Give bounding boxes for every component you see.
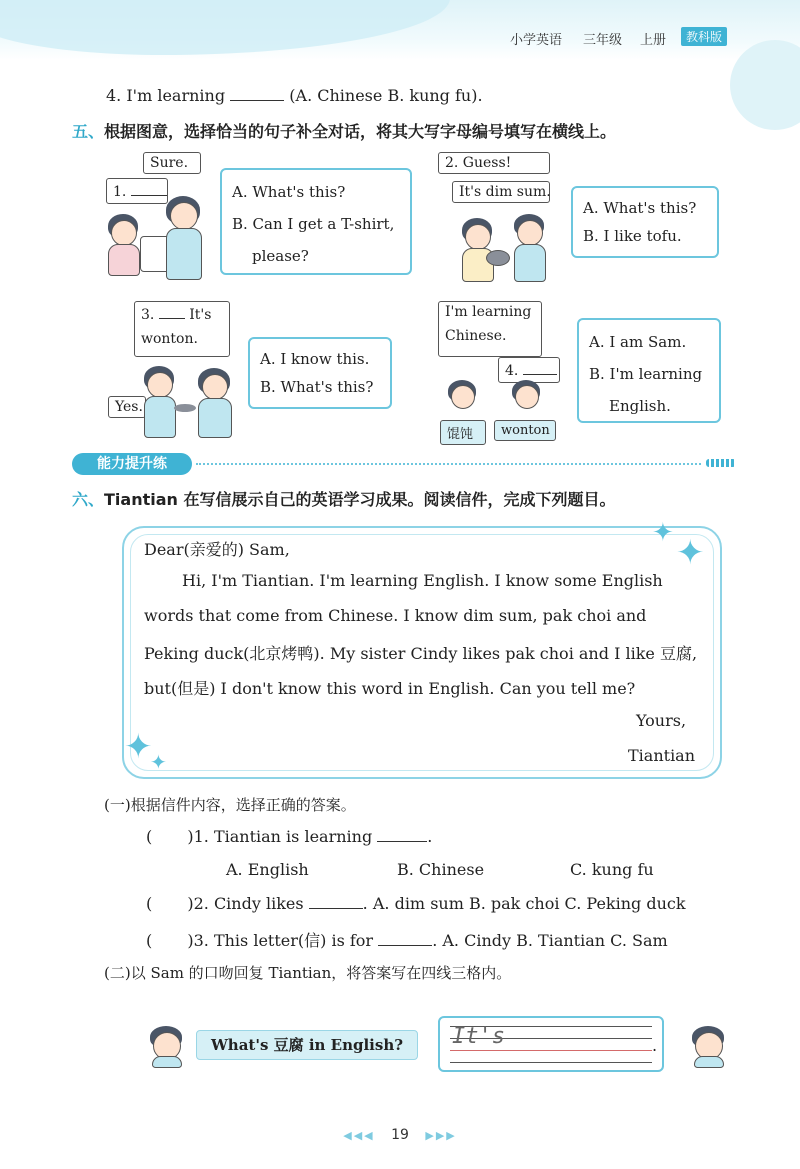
panel3-option-a: A. I know this. <box>260 350 370 368</box>
panel3-blank-label: 3. <box>141 307 155 323</box>
prev-arrows-icon: ◀◀◀ <box>343 1129 375 1142</box>
q1-question: )1. Tiantian is learning <box>187 827 373 846</box>
panel3-blank-bubble <box>134 301 230 357</box>
panel1-option-b: B. Can I get a T-shirt, <box>232 215 395 233</box>
panel4-option-b-cont: English. <box>609 397 671 415</box>
q1-option-a: A. English <box>226 860 309 879</box>
section6-title: Tiantian 在写信展示自己的英语学习成果。阅读信件，完成下列题目。 <box>104 490 616 509</box>
q1-option-c: C. kung fu <box>570 860 654 879</box>
panel4-option-a: A. I am Sam. <box>589 333 687 351</box>
panel1-option-a: A. What's this? <box>232 183 346 201</box>
tiantian-avatar-right <box>688 1026 728 1066</box>
panel4-option-b: B. I'm learning <box>589 365 703 383</box>
panel3-reply-bubble: Yes. <box>108 396 146 418</box>
q3-question: )3. This letter(信) is for <box>187 931 374 950</box>
ability-divider-end <box>706 459 736 467</box>
letter-line3: Peking duck(北京烤鸭). My sister Cindy likes pak choi and I like 豆腐, <box>144 644 698 663</box>
question-bubble: What's 豆腐 in English? <box>196 1030 418 1060</box>
panel2-options-box <box>571 186 719 258</box>
header-subject: 小学英语 <box>510 33 563 48</box>
part1-title: (一)根据信件内容，选择正确的答案。 <box>104 796 356 814</box>
panel2-blank-label: 2. Guess! <box>445 155 512 171</box>
next-arrows-icon: ▶▶▶ <box>425 1129 457 1142</box>
panel3-blank-line2: wonton. <box>141 331 198 347</box>
q1-end: . <box>427 827 433 846</box>
page-footer <box>0 1127 800 1143</box>
panel4-sign-english: wonton <box>494 420 556 441</box>
edition-badge: 教科版 <box>681 27 727 46</box>
section5-number: 五、 <box>72 122 105 141</box>
panel4-answer-blank[interactable] <box>523 360 557 375</box>
page-number: 19 <box>391 1127 409 1143</box>
ability-banner: 能力提升练 <box>72 453 192 475</box>
panel3-option-b: B. What's this? <box>260 378 374 396</box>
panel4-top-line1: I'm learning <box>445 304 532 320</box>
letter-line1: Hi, I'm Tiantian. I'm learning English. I know some English <box>182 571 663 590</box>
grid-line-4 <box>450 1062 652 1063</box>
panel4-top-line2: Chinese. <box>445 328 507 344</box>
sam-avatar-left <box>146 1026 186 1066</box>
panel2-option-b: B. I like tofu. <box>583 227 682 245</box>
q4-options: (A. Chinese B. kung fu). <box>289 86 483 105</box>
header-volume: 上册 <box>640 33 667 48</box>
panel4-illustration <box>446 380 556 420</box>
panel1-option-b-cont: please? <box>252 247 309 265</box>
q2-question: )2. Cindy likes <box>187 894 304 913</box>
panel2-reply-bubble: It's dim sum. <box>452 181 550 203</box>
letter-greeting: Dear(亲爱的) Sam, <box>144 540 290 559</box>
q1-open-paren: ( <box>146 827 153 846</box>
panel1-illustration <box>104 214 204 284</box>
panel1-blank-bubble <box>106 178 168 204</box>
q1-option-b: B. Chinese <box>397 860 485 879</box>
q4-answer-blank[interactable] <box>230 86 284 101</box>
letter-signature: Tiantian <box>628 746 696 765</box>
q4-prefix: 4. I'm learning <box>106 86 226 105</box>
panel3-blank-tail: It's <box>189 307 212 323</box>
section5-title: 根据图意，选择恰当的句子补全对话，将其大写字母编号填写在横线上。 <box>104 122 617 141</box>
letter-line4: but(但是) I don't know this word in English. Can you tell me? <box>144 679 636 698</box>
panel4-top-bubble <box>438 301 542 357</box>
q3-options: . A. Cindy B. Tiantian C. Sam <box>432 931 668 950</box>
header-grade: 三年级 <box>583 33 623 48</box>
section6-heading <box>72 487 616 510</box>
panel3-illustration <box>144 366 238 442</box>
letter-closing: Yours, <box>636 711 687 730</box>
panel1-options-box <box>220 168 412 275</box>
panel2-blank-bubble <box>438 152 550 174</box>
q1-line <box>146 827 432 846</box>
panel1-reply-bubble: Sure. <box>143 152 201 174</box>
panel3-options-box <box>248 337 392 409</box>
panel2-option-a: A. What's this? <box>583 199 697 217</box>
q1-blank <box>377 827 427 842</box>
q2-blank <box>309 894 363 909</box>
ability-divider <box>196 463 701 465</box>
panel3-answer-blank[interactable] <box>159 304 185 319</box>
q3-line <box>146 928 668 951</box>
q2-open-paren: ( <box>146 894 153 913</box>
panel4-options-box <box>577 318 721 423</box>
q3-blank <box>378 931 432 946</box>
panel1-answer-blank[interactable] <box>131 181 167 196</box>
section5-heading <box>72 119 616 142</box>
q2-line <box>146 894 686 913</box>
four-line-grid[interactable] <box>438 1016 664 1072</box>
part2-title: (二)以 Sam 的口吻回复 Tiantian，将答案写在四线三格内。 <box>104 964 512 982</box>
sparkle-icon: ✦ <box>652 518 674 548</box>
q2-options: . A. dim sum B. pak choi C. Peking duck <box>362 894 686 913</box>
sparkle-icon: ✦ <box>124 727 153 767</box>
panel2-illustration <box>462 214 562 286</box>
letter-line2: words that come from Chinese. I know dim sum, pak choi and <box>144 606 647 625</box>
sparkle-icon: ✦ <box>676 533 705 573</box>
panel4-sign-chinese: 馄饨 <box>440 420 486 445</box>
sparkle-icon: ✦ <box>150 750 167 774</box>
section6-number: 六、 <box>72 490 105 509</box>
q3-open-paren: ( <box>146 931 153 950</box>
grid-end-dot: . <box>652 1036 658 1055</box>
panel4-blank-label: 4. <box>505 363 519 379</box>
grid-line-3 <box>450 1050 652 1051</box>
handwritten-answer: It's <box>452 1024 505 1049</box>
panel1-blank-label: 1. <box>113 184 127 200</box>
q4-line <box>106 86 483 105</box>
